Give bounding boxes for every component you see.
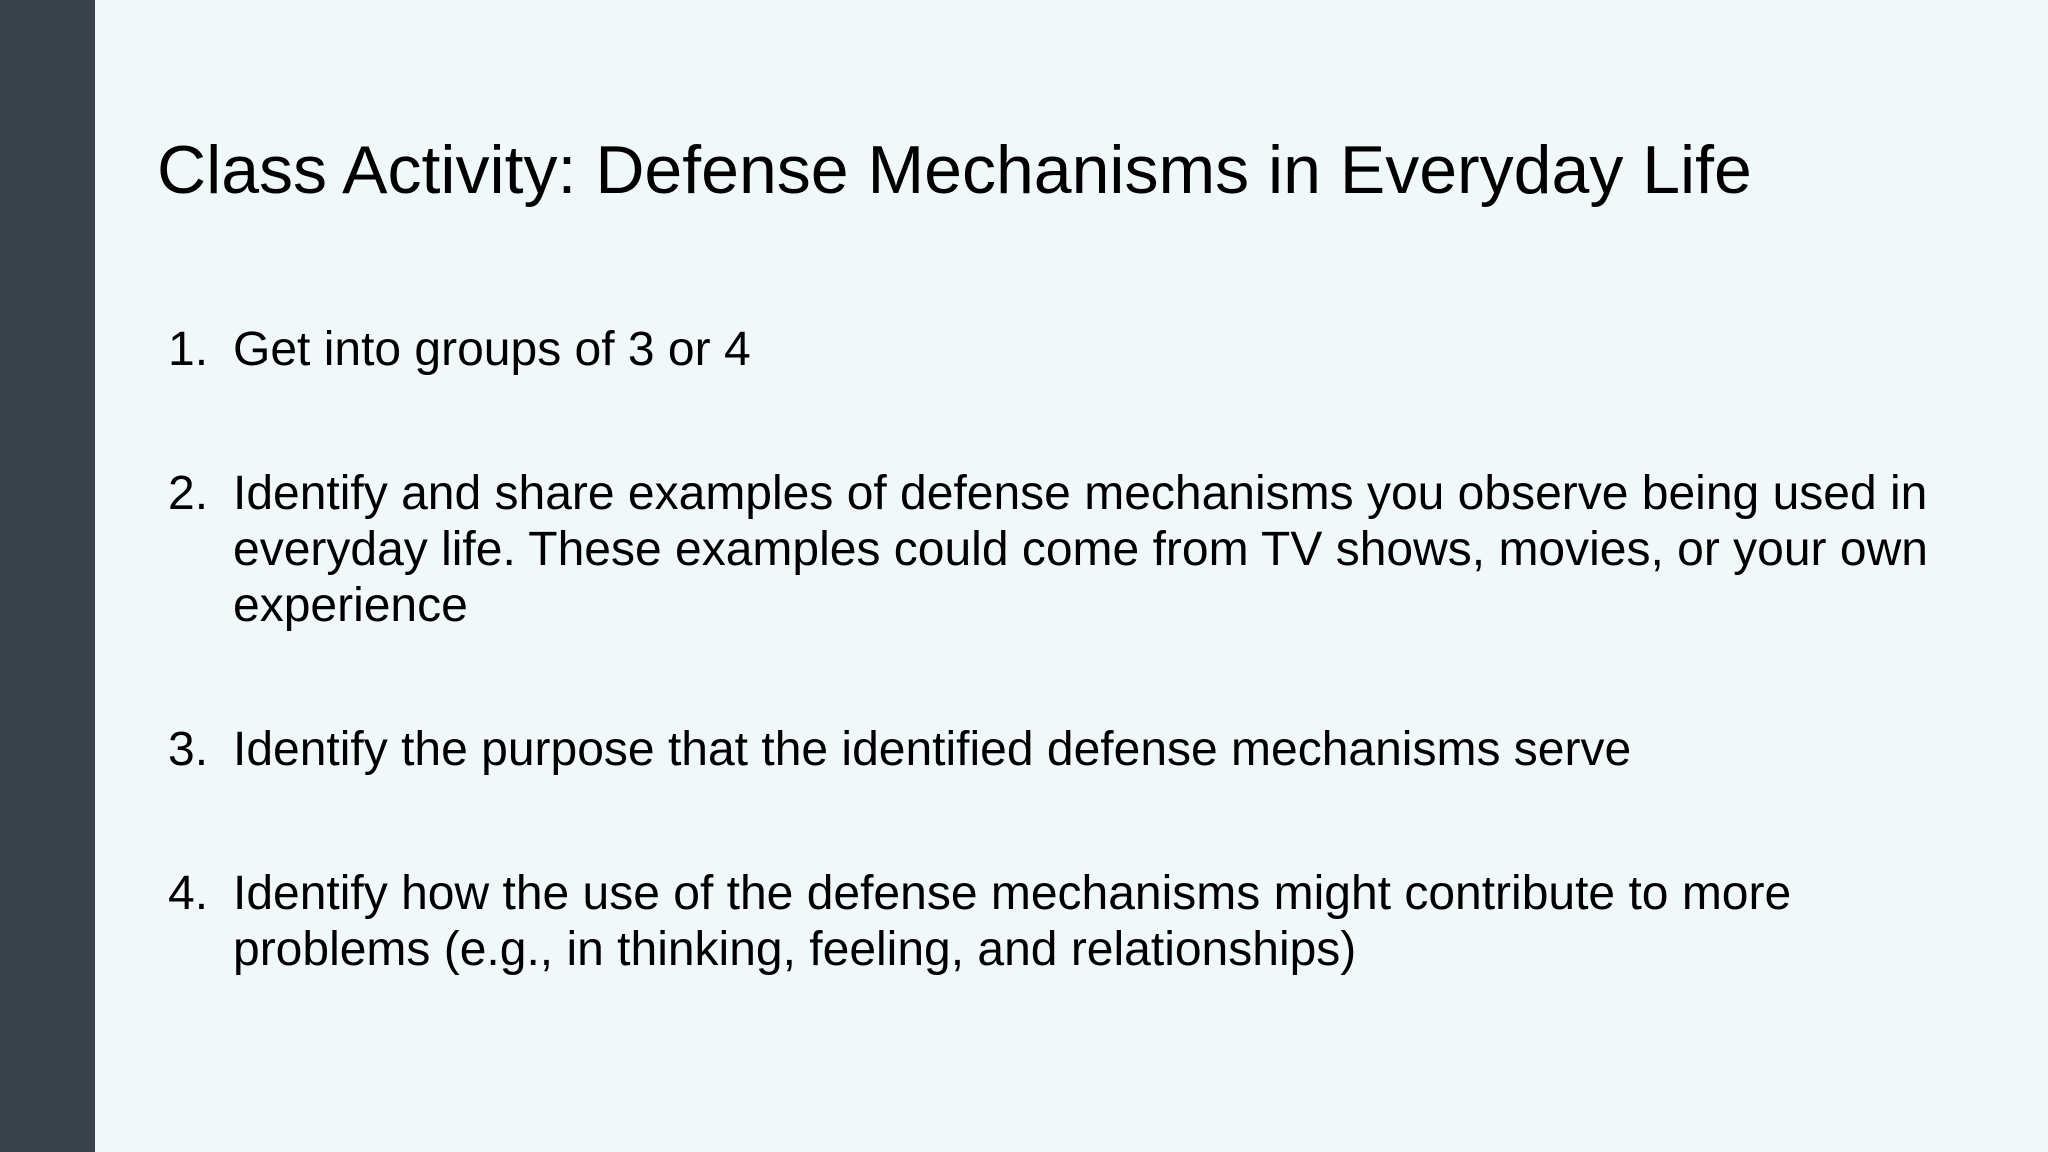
list-item bbox=[168, 866, 1968, 978]
step-number: 2. bbox=[168, 467, 209, 520]
activity-steps-list bbox=[168, 322, 1968, 978]
step-text: Identify and share examples of defense mechanisms you observe being used in everyday life. These examples could come from TV shows, movies, or your own experience bbox=[233, 467, 1928, 632]
list-item bbox=[168, 722, 1968, 778]
list-item bbox=[168, 466, 1968, 634]
step-text: Get into groups of 3 or 4 bbox=[233, 323, 751, 376]
step-text: Identify how the use of the defense mechanisms might contribute to more problems (e.g., in thinking, feeling, and relationships) bbox=[233, 867, 1792, 976]
left-accent-bar bbox=[0, 0, 95, 1152]
step-number: 1. bbox=[168, 323, 209, 376]
slide-title: Class Activity: Defense Mechanisms in Everyday Life bbox=[157, 132, 1752, 208]
step-number: 3. bbox=[168, 723, 209, 776]
step-text: Identify the purpose that the identified defense mechanisms serve bbox=[233, 723, 1632, 776]
list-item bbox=[168, 322, 1968, 378]
step-number: 4. bbox=[168, 867, 209, 920]
